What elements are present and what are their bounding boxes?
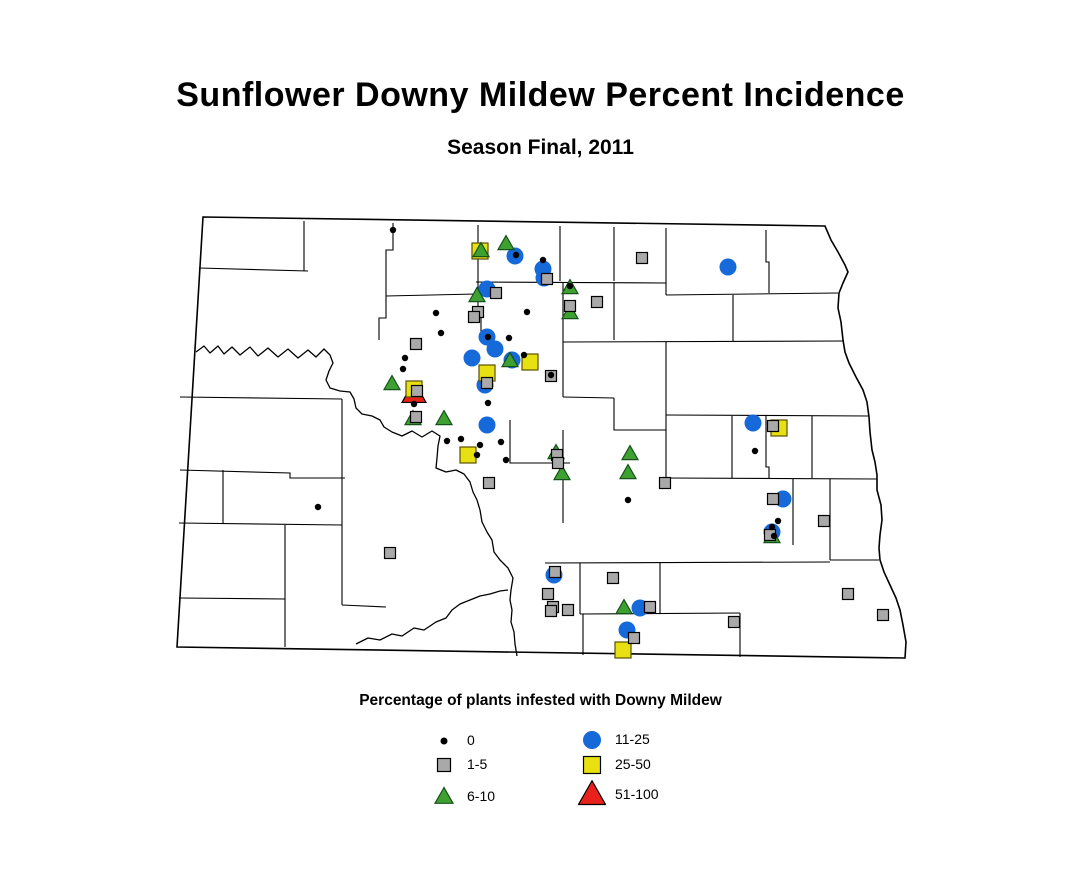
marker-0 <box>521 352 527 358</box>
marker-1-5 <box>629 633 640 644</box>
marker-25-50 <box>615 642 631 658</box>
page-subtitle: Season Final, 2011 <box>447 136 634 159</box>
marker-0 <box>513 252 519 258</box>
marker-1-5 <box>411 339 422 350</box>
marker-1-5 <box>645 602 656 613</box>
marker-0 <box>433 310 439 316</box>
marker-1-5 <box>565 301 576 312</box>
marker-0 <box>775 518 781 524</box>
marker-1-5 <box>385 548 396 559</box>
marker-0 <box>444 438 450 444</box>
marker-0 <box>485 400 491 406</box>
marker-0 <box>402 355 408 361</box>
legend-label-51-100: 51-100 <box>615 786 659 802</box>
marker-0 <box>524 309 530 315</box>
marker-11-25 <box>720 259 737 276</box>
marker-1-5 <box>484 478 495 489</box>
marker-1-5 <box>412 386 423 397</box>
legend-swatch-1-5 <box>438 759 451 772</box>
legend-marker-6-10-icon <box>430 782 458 810</box>
legend-label-25-50: 25-50 <box>615 756 651 772</box>
legend-marker-1-5-icon <box>430 750 458 778</box>
marker-1-5 <box>542 274 553 285</box>
marker-1-5 <box>729 617 740 628</box>
marker-1-5 <box>546 606 557 617</box>
marker-0 <box>474 452 480 458</box>
marker-25-50 <box>460 447 476 463</box>
marker-1-5 <box>553 458 564 469</box>
marker-0 <box>567 283 573 289</box>
marker-11-25 <box>479 417 496 434</box>
marker-0 <box>477 442 483 448</box>
marker-1-5 <box>608 573 619 584</box>
legend-label-6-10: 6-10 <box>467 788 496 804</box>
marker-0 <box>548 372 554 378</box>
marker-1-5 <box>411 412 422 423</box>
marker-1-5 <box>491 288 502 299</box>
marker-1-5 <box>482 378 493 389</box>
marker-0 <box>315 504 321 510</box>
marker-0 <box>503 457 509 463</box>
marker-0 <box>411 401 417 407</box>
marker-0 <box>498 439 504 445</box>
marker-1-5 <box>550 567 561 578</box>
marker-0 <box>752 448 758 454</box>
legend-swatch-25-50 <box>584 757 601 774</box>
marker-1-5 <box>592 297 603 308</box>
marker-1-5 <box>637 253 648 264</box>
marker-1-5 <box>563 605 574 616</box>
marker-0 <box>771 533 777 539</box>
marker-1-5 <box>660 478 671 489</box>
marker-11-25 <box>464 350 481 367</box>
legend-swatch-0 <box>441 738 448 745</box>
marker-0 <box>438 330 444 336</box>
marker-0 <box>506 335 512 341</box>
page-title: Sunflower Downy Mildew Percent Incidence <box>176 76 905 114</box>
marker-1-5 <box>843 589 854 600</box>
legend-marker-25-50-icon <box>578 750 606 778</box>
marker-11-25 <box>487 341 504 358</box>
legend-label-11-25: 11-25 <box>615 731 650 747</box>
marker-0 <box>769 524 775 530</box>
marker-0 <box>390 227 396 233</box>
marker-0 <box>485 334 491 340</box>
legend-swatch-11-25 <box>583 731 601 749</box>
marker-1-5 <box>878 610 889 621</box>
marker-1-5 <box>819 516 830 527</box>
marker-1-5 <box>768 494 779 505</box>
legend-label-1-5: 1-5 <box>467 756 488 772</box>
legend-marker-51-100-icon <box>578 780 606 808</box>
marker-0 <box>458 436 464 442</box>
legend-swatch-6-10 <box>435 787 453 803</box>
marker-0 <box>625 497 631 503</box>
legend-item-51-100 <box>578 779 659 809</box>
legend-item-25-50 <box>578 749 651 779</box>
marker-11-25 <box>745 415 762 432</box>
marker-1-5 <box>768 421 779 432</box>
legend-item-1-5 <box>430 749 487 779</box>
marker-0 <box>400 366 406 372</box>
legend-label-0: 0 <box>467 732 475 748</box>
legend-item-6-10 <box>430 781 495 811</box>
marker-1-5 <box>469 312 480 323</box>
legend-heading: Percentage of plants infested with Downy Mildew <box>359 692 722 709</box>
legend-swatch-51-100 <box>579 781 606 805</box>
marker-1-5 <box>543 589 554 600</box>
marker-0 <box>540 257 546 263</box>
